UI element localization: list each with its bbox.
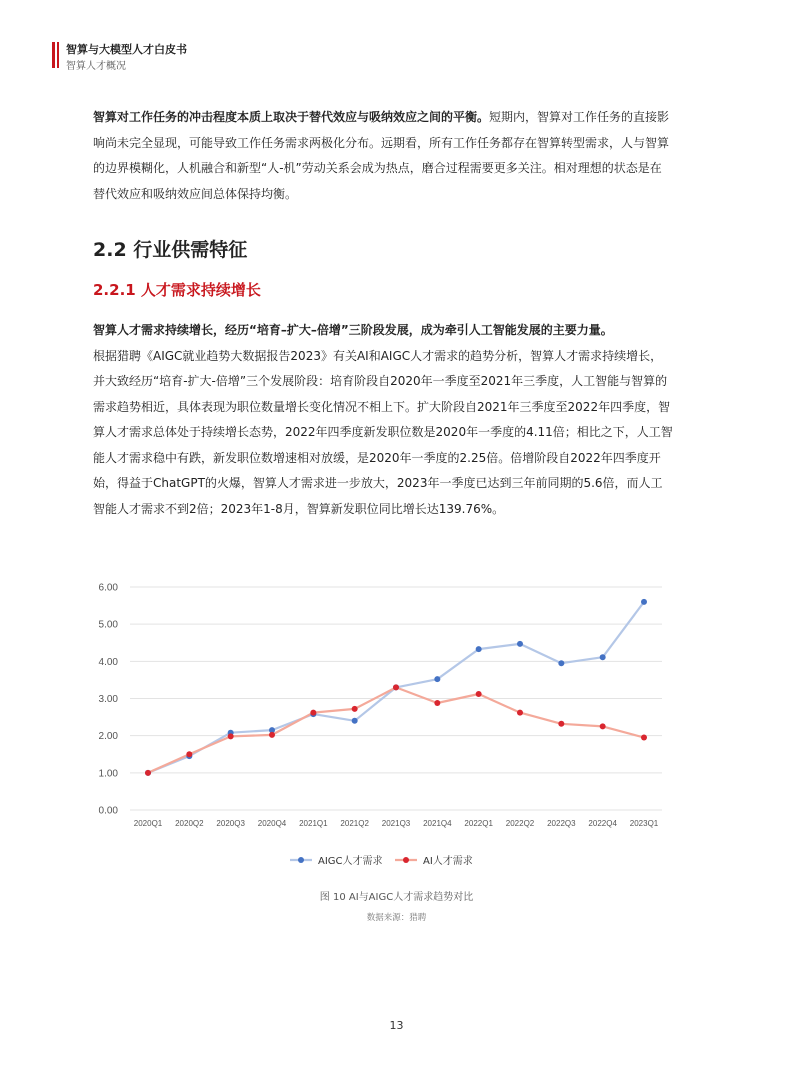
subsection-heading: 2.2.1 人才需求持续增长 — [93, 281, 261, 299]
series-2-point — [269, 732, 275, 738]
demand-trend-chart — [90, 575, 690, 880]
header-accent-bar — [52, 42, 55, 68]
y-tick-label: 6.00 — [98, 582, 118, 594]
series-1-point — [517, 641, 523, 647]
y-tick-label: 1.00 — [98, 768, 118, 780]
page-number: 13 — [389, 1019, 404, 1032]
intro-bold-lead: 智算对工作任务的冲击程度本质上取决于替代效应与吸纳效应之间的平衡。 — [93, 110, 490, 124]
header-subtitle: 智算人才概况 — [66, 61, 126, 72]
series-2-point — [517, 710, 523, 716]
series-2-point — [434, 700, 440, 706]
series-2-point — [228, 733, 234, 739]
series-2-point — [145, 770, 151, 776]
series-1-point — [600, 654, 606, 660]
series-1-point — [558, 660, 564, 666]
x-tick-label: 2020Q1 — [133, 819, 163, 828]
x-tick-label: 2022Q2 — [505, 819, 535, 828]
y-tick-label: 3.00 — [98, 694, 118, 705]
body-text: 根据猎聘《AIGC就业趋势大数据报告2023》有关AI和AIGC人才需求的趋势分析，智算人才需求持续增长，并大致经历“培育-扩大-倍增”三个发展阶段：培育阶段自2020年一季度至2021年三季度，人工智能与智算的需求趋势相近，具体表现为职位数量增长变化情况不相上下。扩大阶段自2021年三季度至2022年四季度，智算人才需求总体处于持续增长态势，2022年四季度新发职位数是2020年一季度的4.11倍；相比之下，人工智能人才需求稳中有跌，新发职位数增速相对放缓，是2020年一季度的2.25倍。倍增阶段自2022年四季度开始，得益于ChatGPT的火爆，智算人才需求进一步放大，2023年一季度已达到三年前同期的5.6倍，而人工智能人才需求不到2倍；2023年1-8月，智算新发职位同比增长达139.76%。 — [93, 348, 673, 516]
y-tick-label: 5.00 — [98, 619, 118, 631]
legend-marker — [298, 857, 304, 863]
intro-text: 短期内，智算对工作任务的直接影响尚未完全显现，可能导致工作任务需求两极化分布。远期看，所有工作任务都存在智算转型需求，人与智算的边界模糊化，人机融合和新型“人-机”劳动关系会成为热点，磨合过程需要更多关注。相对理想的状态是在替代效应和吸纳效应间总体保持均衡。 — [93, 110, 670, 201]
legend-marker — [403, 857, 409, 863]
legend-label: AIGC人才需求 — [318, 856, 383, 867]
series-2-point — [600, 723, 606, 729]
body-paragraph — [93, 318, 673, 522]
x-tick-label: 2020Q2 — [175, 819, 204, 828]
x-tick-label: 2022Q1 — [464, 819, 493, 828]
series-line-2 — [148, 687, 644, 772]
x-tick-label: 2021Q3 — [381, 819, 411, 828]
series-2-point — [558, 721, 564, 727]
series-2-point — [186, 751, 192, 757]
x-tick-label: 2022Q4 — [588, 819, 617, 828]
y-tick-label: 2.00 — [98, 731, 118, 743]
y-tick-label: 0.00 — [98, 805, 118, 817]
x-tick-label: 2021Q2 — [340, 819, 369, 828]
series-2-point — [310, 710, 316, 716]
section-heading: 2.2 行业供需特征 — [93, 239, 248, 261]
y-tick-label: 4.00 — [98, 656, 118, 668]
figure-caption: 图 10 AI与AIGC人才需求趋势对比 — [319, 892, 474, 903]
figure-source: 数据来源：猎聘 — [366, 913, 427, 923]
series-2-point — [393, 684, 399, 690]
x-tick-label: 2021Q1 — [299, 819, 328, 828]
body-bold-lead: 智算人才需求持续增长，经历“培育–扩大–倍增”三阶段发展，成为牵引人工智能发展的主要力量。 — [93, 323, 613, 337]
x-tick-label: 2023Q1 — [629, 819, 659, 828]
x-tick-label: 2022Q3 — [547, 819, 576, 828]
x-tick-label: 2020Q4 — [257, 819, 287, 828]
x-tick-label: 2021Q4 — [423, 819, 452, 828]
series-1-point — [434, 676, 440, 682]
intro-paragraph — [93, 105, 673, 207]
header-title: 智算与大模型人才白皮书 — [66, 43, 187, 56]
x-tick-label: 2020Q3 — [216, 819, 245, 828]
series-2-point — [476, 691, 482, 697]
legend-label: AI人才需求 — [423, 856, 473, 867]
series-1-point — [476, 646, 482, 652]
header-accent-bar-thin — [57, 42, 59, 68]
series-1-point — [352, 718, 358, 724]
series-2-point — [352, 706, 358, 712]
series-1-point — [641, 599, 647, 605]
series-2-point — [641, 735, 647, 741]
